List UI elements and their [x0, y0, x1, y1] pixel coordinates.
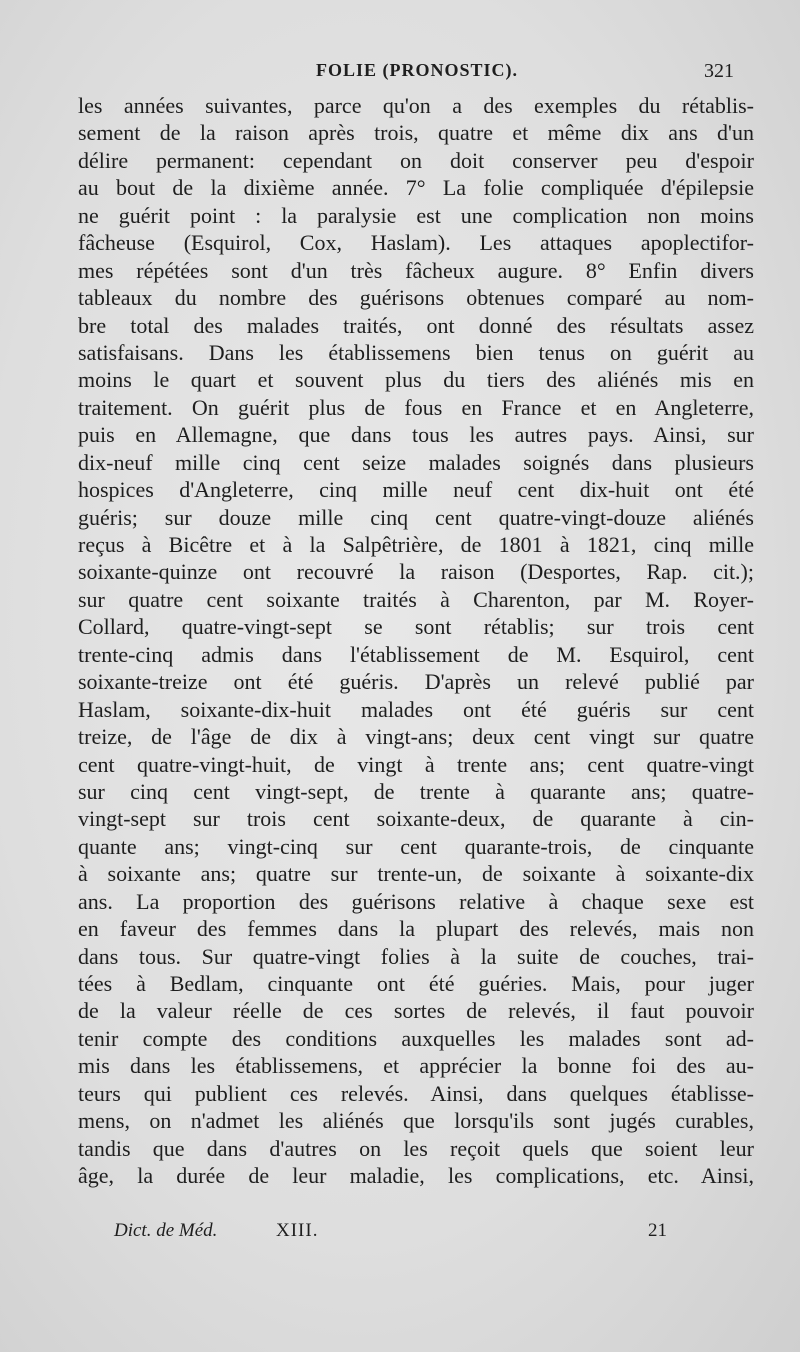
- signature-title: Dict. de Méd.: [114, 1220, 218, 1241]
- running-head: [0, 60, 800, 90]
- text-line: en faveur des femmes dans la plupart des relevés, mais non: [78, 916, 754, 942]
- text-line: mens, on n'admet les aliénés que lorsqu'ils sont jugés curables,: [78, 1108, 754, 1134]
- text-line: teurs qui publient ces relevés. Ainsi, dans quelques établisse-: [78, 1080, 754, 1106]
- text-line: de la valeur réelle de ces sortes de relevés, il faut pouvoir: [78, 998, 754, 1024]
- text-line: tées à Bedlam, cinquante ont été guéries. Mais, pour juger: [78, 971, 754, 996]
- text-line: soixante-treize ont été guéris. D'après un relevé publié par: [78, 669, 754, 695]
- text-line: Collard, quatre-vingt-sept se sont rétablis; sur trois cent: [78, 614, 754, 640]
- text-line: guéris; sur douze mille cinq cent quatre-vingt-douze aliénés: [78, 504, 754, 530]
- text-line: puis en Allemagne, que dans tous les autres pays. Ainsi, sur: [78, 422, 754, 448]
- volume-number: XIII.: [276, 1220, 319, 1241]
- page-number: 321: [704, 60, 734, 82]
- text-line: trente-cinq admis dans l'établissement de M. Esquirol, cent: [78, 641, 754, 667]
- body-text: [78, 92, 754, 1190]
- signature-number: 21: [648, 1220, 667, 1241]
- text-line: Haslam, soixante-dix-huit malades ont été guéris sur cent: [78, 696, 754, 722]
- text-line: sur quatre cent soixante traités à Charenton, par M. Royer-: [78, 586, 754, 612]
- text-line: hospices d'Angleterre, cinq mille neuf cent dix-huit ont été: [78, 477, 754, 503]
- signature-line: [0, 1220, 800, 1248]
- text-line: mes répétées sont d'un très fâcheux augure. 8° Enfin divers: [78, 257, 754, 283]
- running-title: FOLIE (PRONOSTIC).: [316, 60, 519, 80]
- text-line: satisfaisans. Dans les établissemens bien tenus on guérit au: [78, 339, 754, 365]
- text-line: ne guérit point : la paralysie est une complication non moins: [78, 202, 754, 228]
- text-line: tandis que dans d'autres on les reçoit quels que soient leur: [78, 1135, 754, 1161]
- text-line: les années suivantes, parce qu'on a des exemples du rétablis-: [78, 93, 754, 118]
- text-line: reçus à Bicêtre et à la Salpêtrière, de 1801 à 1821, cinq mille: [78, 532, 754, 557]
- text-line: dans tous. Sur quatre-vingt folies à la suite de couches, trai-: [78, 943, 754, 969]
- text-line: sur cinq cent vingt-sept, de trente à quarante ans; quatre-: [78, 778, 754, 804]
- text-line: vingt-sept sur trois cent soixante-deux, de quarante à cin-: [78, 806, 754, 832]
- text-line: mis dans les établissemens, et apprécier la bonne foi des au-: [78, 1053, 754, 1079]
- text-line: âge, la durée de leur maladie, les complications, etc. Ainsi,: [78, 1163, 754, 1189]
- text-line: cent quatre-vingt-huit, de vingt à trente ans; cent quatre-vingt: [78, 751, 754, 777]
- text-line: dix-neuf mille cinq cent seize malades soignés dans plusieurs: [78, 449, 754, 475]
- text-line: sement de la raison après trois, quatre et même dix ans d'un: [78, 120, 754, 146]
- text-line: tableaux du nombre des guérisons obtenues comparé au nom-: [78, 285, 754, 311]
- text-line: bre total des malades traités, ont donné des résultats assez: [78, 312, 754, 338]
- text-line: au bout de la dixième année. 7° La folie compliquée d'épilepsie: [78, 175, 754, 201]
- text-line: à soixante ans; quatre sur trente-un, de soixante à soixante-dix: [78, 861, 754, 887]
- text-line: soixante-quinze ont recouvré la raison (Desportes, Rap. cit.);: [78, 559, 754, 585]
- text-line: ans. La proportion des guérisons relative à chaque sexe est: [78, 888, 754, 914]
- text-line: treize, de l'âge de dix à vingt-ans; deux cent vingt sur quatre: [78, 724, 754, 750]
- text-line: quante ans; vingt-cinq sur cent quarante-trois, de cinquante: [78, 833, 754, 859]
- text-line: fâcheuse (Esquirol, Cox, Haslam). Les attaques apoplectifor-: [78, 230, 754, 256]
- text-line: délire permanent: cependant on doit conserver peu d'espoir: [78, 147, 754, 173]
- text-line: moins le quart et souvent plus du tiers des aliénés mis en: [78, 367, 754, 393]
- text-line: traitement. On guérit plus de fous en France et en Angleterre,: [78, 394, 754, 420]
- text-line: tenir compte des conditions auxquelles les malades sont ad-: [78, 1025, 754, 1051]
